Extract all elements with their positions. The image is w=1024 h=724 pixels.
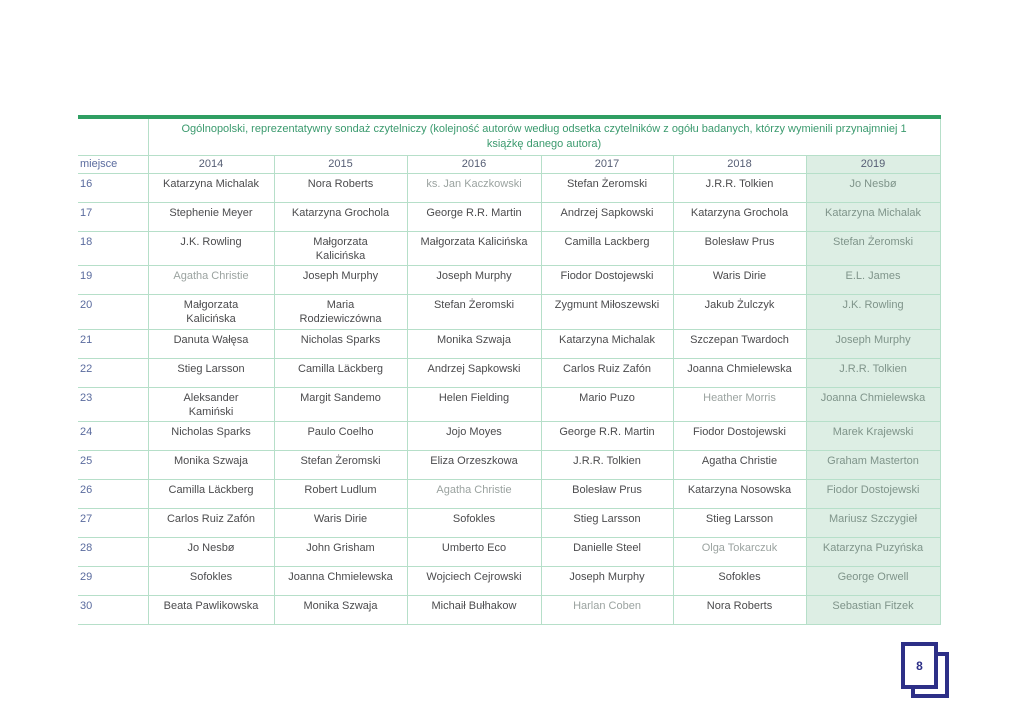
page-stack-front-icon: [901, 642, 938, 689]
author-cell: Agatha Christie: [148, 266, 274, 295]
author-cell: Jakub Żulczyk: [673, 295, 806, 330]
author-cell: Graham Masterton: [806, 451, 940, 480]
table-row: [78, 480, 940, 509]
author-cell: Helen Fielding: [407, 387, 541, 422]
author-cell: Paulo Coelho: [274, 422, 407, 451]
table-row: [78, 231, 940, 266]
author-cell: Katarzyna Nosowska: [673, 480, 806, 509]
author-cell: Marek Krajewski: [806, 422, 940, 451]
rank-column-header: miejsce: [78, 155, 148, 173]
author-cell: Nicholas Sparks: [148, 422, 274, 451]
author-cell: Stieg Larsson: [541, 509, 673, 538]
author-cell: Stieg Larsson: [673, 509, 806, 538]
rank-cell: 25: [78, 451, 148, 480]
author-cell: Carlos Ruiz Zafón: [148, 509, 274, 538]
reader-survey-table: [78, 115, 941, 625]
author-cell: Danuta Wałęsa: [148, 329, 274, 358]
author-cell: Agatha Christie: [673, 451, 806, 480]
author-cell: Harlan Coben: [541, 596, 673, 625]
year-header-2014: 2014: [148, 155, 274, 173]
author-cell: Stefan Żeromski: [274, 451, 407, 480]
author-cell: Stefan Żeromski: [407, 295, 541, 330]
title-row: [78, 117, 940, 155]
author-cell: Beata Pawlikowska: [148, 596, 274, 625]
year-header-2015: 2015: [274, 155, 407, 173]
author-cell: Katarzyna Grochola: [673, 202, 806, 231]
author-cell: Monika Szwaja: [407, 329, 541, 358]
table-row: [78, 358, 940, 387]
author-cell: Sofokles: [673, 567, 806, 596]
author-cell: Olga Tokarczuk: [673, 538, 806, 567]
author-cell: Michaił Bułhakow: [407, 596, 541, 625]
author-cell: Monika Szwaja: [148, 451, 274, 480]
rank-cell: 18: [78, 231, 148, 266]
author-cell: Andrzej Sapkowski: [541, 202, 673, 231]
rank-cell: 23: [78, 387, 148, 422]
author-cell: Stephenie Meyer: [148, 202, 274, 231]
rank-cell: 26: [78, 480, 148, 509]
author-cell: Waris Dirie: [673, 266, 806, 295]
author-cell: Nora Roberts: [673, 596, 806, 625]
table-title: Ogólnopolski, reprezentatywny sondaż czytelniczy (kolejność autorów według odsetka czytelników z ogółu badanych, którzy wymienili przynajmniej 1 książkę danego autora): [148, 117, 940, 155]
rank-cell: 29: [78, 567, 148, 596]
author-cell: Katarzyna Puzyńska: [806, 538, 940, 567]
author-cell: George Orwell: [806, 567, 940, 596]
author-cell: Aleksander Kamiński: [148, 387, 274, 422]
rank-cell: 21: [78, 329, 148, 358]
corner-blank-cell: [78, 117, 148, 155]
rank-cell: 28: [78, 538, 148, 567]
table-row: [78, 295, 940, 330]
author-cell: Joseph Murphy: [541, 567, 673, 596]
author-cell: Mariusz Szczygieł: [806, 509, 940, 538]
author-cell: Nicholas Sparks: [274, 329, 407, 358]
author-cell: Carlos Ruiz Zafón: [541, 358, 673, 387]
rank-cell: 17: [78, 202, 148, 231]
author-cell: Sebastian Fitzek: [806, 596, 940, 625]
author-cell: Bolesław Prus: [541, 480, 673, 509]
table-row: [78, 509, 940, 538]
author-cell: Małgorzata Kalicińska: [148, 295, 274, 330]
year-header-2018: 2018: [673, 155, 806, 173]
author-cell: Katarzyna Grochola: [274, 202, 407, 231]
author-cell: E.L. James: [806, 266, 940, 295]
table-row: [78, 266, 940, 295]
author-cell: J.R.R. Tolkien: [806, 358, 940, 387]
table-row: [78, 451, 940, 480]
author-cell: Małgorzata Kalicińska: [407, 231, 541, 266]
author-cell: Robert Ludlum: [274, 480, 407, 509]
author-cell: Stieg Larsson: [148, 358, 274, 387]
author-cell: Szczepan Twardoch: [673, 329, 806, 358]
author-cell: Nora Roberts: [274, 173, 407, 202]
year-header-2016: 2016: [407, 155, 541, 173]
author-cell: Joanna Chmielewska: [673, 358, 806, 387]
author-cell: Stefan Żeromski: [806, 231, 940, 266]
author-cell: Katarzyna Michalak: [806, 202, 940, 231]
author-cell: Heather Morris: [673, 387, 806, 422]
table-row: [78, 538, 940, 567]
rank-cell: 30: [78, 596, 148, 625]
table-row: [78, 173, 940, 202]
author-cell: Fiodor Dostojewski: [541, 266, 673, 295]
author-cell: Joseph Murphy: [806, 329, 940, 358]
author-cell: Katarzyna Michalak: [541, 329, 673, 358]
author-cell: J.K. Rowling: [148, 231, 274, 266]
year-header-row: [78, 155, 940, 173]
author-cell: Bolesław Prus: [673, 231, 806, 266]
page-number-badge: [901, 642, 949, 698]
author-cell: Agatha Christie: [407, 480, 541, 509]
author-cell: George R.R. Martin: [541, 422, 673, 451]
rank-cell: 22: [78, 358, 148, 387]
author-cell: Umberto Eco: [407, 538, 541, 567]
author-cell: ks. Jan Kaczkowski: [407, 173, 541, 202]
table-row: [78, 387, 940, 422]
table-row: [78, 596, 940, 625]
author-cell: Andrzej Sapkowski: [407, 358, 541, 387]
rank-cell: 16: [78, 173, 148, 202]
author-cell: John Grisham: [274, 538, 407, 567]
author-cell: Małgorzata Kalicińska: [274, 231, 407, 266]
author-cell: Monika Szwaja: [274, 596, 407, 625]
author-cell: Joseph Murphy: [407, 266, 541, 295]
year-header-2019: 2019: [806, 155, 940, 173]
table-row: [78, 202, 940, 231]
author-cell: J.K. Rowling: [806, 295, 940, 330]
author-cell: Sofokles: [148, 567, 274, 596]
author-cell: Camilla Lackberg: [541, 231, 673, 266]
author-cell: Joanna Chmielewska: [806, 387, 940, 422]
rank-cell: 27: [78, 509, 148, 538]
author-cell: Margit Sandemo: [274, 387, 407, 422]
rank-cell: 20: [78, 295, 148, 330]
author-cell: Joseph Murphy: [274, 266, 407, 295]
rank-cell: 19: [78, 266, 148, 295]
author-cell: Jo Nesbø: [148, 538, 274, 567]
author-cell: Zygmunt Miłoszewski: [541, 295, 673, 330]
author-cell: Waris Dirie: [274, 509, 407, 538]
rank-cell: 24: [78, 422, 148, 451]
author-cell: Fiodor Dostojewski: [806, 480, 940, 509]
author-cell: J.R.R. Tolkien: [541, 451, 673, 480]
table-row: [78, 422, 940, 451]
author-cell: Camilla Läckberg: [148, 480, 274, 509]
author-cell: Katarzyna Michalak: [148, 173, 274, 202]
author-cell: Maria Rodziewiczówna: [274, 295, 407, 330]
table-body: [78, 173, 940, 625]
year-header-2017: 2017: [541, 155, 673, 173]
author-cell: Sofokles: [407, 509, 541, 538]
author-cell: Jo Nesbø: [806, 173, 940, 202]
author-cell: Fiodor Dostojewski: [673, 422, 806, 451]
author-cell: Danielle Steel: [541, 538, 673, 567]
author-cell: George R.R. Martin: [407, 202, 541, 231]
author-cell: J.R.R. Tolkien: [673, 173, 806, 202]
page-number: 8: [916, 658, 923, 673]
author-cell: Wojciech Cejrowski: [407, 567, 541, 596]
author-cell: Joanna Chmielewska: [274, 567, 407, 596]
author-cell: Eliza Orzeszkowa: [407, 451, 541, 480]
author-cell: Stefan Żeromski: [541, 173, 673, 202]
author-cell: Mario Puzo: [541, 387, 673, 422]
table-row: [78, 567, 940, 596]
author-cell: Jojo Moyes: [407, 422, 541, 451]
table-row: [78, 329, 940, 358]
author-cell: Camilla Läckberg: [274, 358, 407, 387]
